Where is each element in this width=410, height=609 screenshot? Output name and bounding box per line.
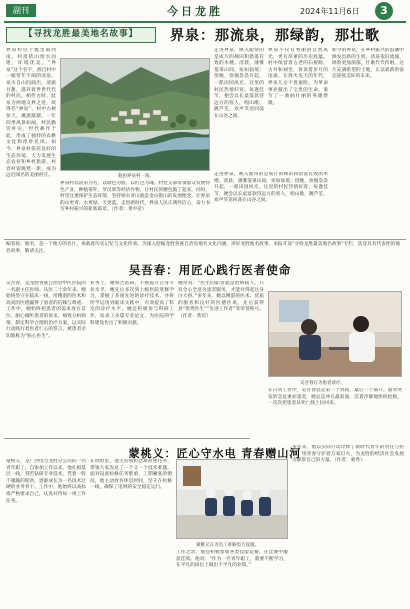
masthead-rule xyxy=(4,21,406,23)
story3-col3: 工作之余，他还积极参加各类技能竞赛，在比赛中屡获佳绩。他说：“作为一名青年职工，就要不断学习，在平凡的岗位上做出不平凡的业绩。” xyxy=(176,550,288,569)
section-divider xyxy=(4,438,250,439)
story1-col3: 界泉不仅有秀丽的自然风光，更有厚重的历史底蕴。村中保留着古老的石板路、古井和祠堂，诉说着岁月的沧桑。在烽火连天的年代，界泉儿女不畏艰险，为革命事业献出了宝贵的生命，谱写了一曲曲壮丽的英雄赞歌。 xyxy=(268,48,328,106)
column-banner: 【寻找龙胜最美地名故事】 xyxy=(6,27,156,43)
power-training-photo xyxy=(176,459,288,539)
story1-col6: 走进界泉，映入眼帘的是成片的梯田和错落有致的木楼。清晨，薄雾笼罩山间，宛如仙境；傍晚，炊烟袅袅升起，一派田园风光。这里的村民热情好客，每逢佳节，便会以长桌宴款待远方的客人，唱山歌、跳芦笙，欢声笑语回荡在山谷之间。 xyxy=(214,172,328,204)
story2-col4: 在日常工作中，吴吾春总是第一个到岗，最后一个离开。面对突发的急危重症患者，她总是冲在最前面，沉着冷静地组织抢救，一次次把患者从死亡线上拉回来。 xyxy=(268,388,402,407)
issue-date: 2024年11月6日 xyxy=(300,7,360,16)
photo2-caption: 吴吾春在为患者诊疗。 xyxy=(300,381,345,386)
section-tag: 副刊 xyxy=(6,4,36,17)
story2-headline: 吴吾春：用匠心践行医者使命 xyxy=(128,263,292,277)
page-number: 3 xyxy=(375,2,393,20)
story1-col4: 如今的界泉，在乡村振兴的浪潮中焕发出新的生机。清泉依旧流淌，绿韵更加浓郁，壮歌代代传唱。这片充满希望的土地，正以崭新的姿态迎接美好的未来。 xyxy=(332,48,404,80)
story2-col2: 业务上，她刻苦钻研，不断提升自身专业水平。她先后多次到上级医院进修学习，掌握了多项先进的诊疗技术，并将所学运用到临床实践中，有效提高了科室的诊疗水平。她还积极参与科研工作，发表了多篇专业论文，为医院的学科建设作出了积极贡献。 xyxy=(90,281,174,326)
editor-note: 编者按：地名，是一个地方的名片，承载着历史记忆与文化传承。为深入挖掘龙胜各族自治县地名文化内涵，讲好龙胜地名故事，本报开设“寻找龙胜最美地名故事”专栏，选登具有代表性的地名故事，敬请关注。 xyxy=(6,242,400,254)
story2-col3: 她常说：“医生的职责就是治病救人，只有全心全意为患者服务，才能对得起这身白大褂。”多年来，她以精湛的医术、优质的服务和良好的医德医风，先后获得县“优秀医生”“先进工作者”等荣誉称号。（作者：黄培） xyxy=(178,281,264,319)
story3-headline: 蒙桃义：匠心守水电 青春赠山河 xyxy=(128,447,302,460)
photo3-caption: 蒙桃义在为员工讲解电力设施。 xyxy=(196,543,259,548)
story3-col1: 蒙桃义，是广西电力龙胜分公司的一名青年职工。自参加工作以来，他扎根基层一线，刻苦钻研专业技术，凭着一股不服输的韧劲，逐渐成长为一名技术过硬的业务骨干。工作中，他始终以高标准严格要求自己，认真对待每一项工作任务。 xyxy=(6,459,86,504)
photo1-caption: 航拍界泉村一角。 xyxy=(118,174,154,179)
doctor-patient-photo xyxy=(268,291,402,377)
story1-col5: 界泉村以清泉为名，以绿色为底，以红色为魂。村党支部带领群众发展特色产业，种植茶叶、罗汉果等经济作物，让村民的腰包鼓了起来。同时，村里注重保护生态环境，坚持绿水青山就是金山银山的发展理念，让界泉的山更青、水更绿、天更蓝。走进新时代，界泉人民正满怀信心，奋力书写乡村振兴的崭新篇章。（作者：黄中帝） xyxy=(60,181,210,213)
paper-name: 今日龙胜 xyxy=(167,5,223,18)
story1-headline: 界泉：那流泉，那绿韵，那壮歌 xyxy=(170,28,380,44)
story1-col2: 走进界泉，映入眼帘的是成片的梯田和错落有致的木楼。清晨，薄雾笼罩山间，宛如仙境；傍晚，炊烟袅袅升起，一派田园风光。这里的村民热情好客，每逢佳节，便会以长桌宴款待远方的客人，唱山歌、跳芦笙，欢声笑语回荡在山谷之间。 xyxy=(214,48,264,119)
story1-col1: 界泉村位于瓢里镇西南，村落依山傍水而建，环境优美。“界泉”这个名字，源自村中一眼常年不竭的清泉。泉水自山间涌出，清澈甘甜，滋养着世世代代的村民。相传古时，此泉为两地交界之处，故得名“界泉”。村中古树参天，溪流潺潺，一年四季风景如画。村民勤劳朴实，世代耕作于此，形成了独特的农耕文化和淳朴民风。如今，界泉村依托良好的生态环境，大力发展生态农业和乡村旅游，村容村貌焕然一新，成为远近闻名的美丽村庄。 xyxy=(6,48,56,179)
story3-col2: 在班组里，他主动承担急难险重任务，带领大家攻克了一个又一个技术难题。面对设备检修任务繁重、工期紧张的情况，他主动放弃休息时间，坚守在检修一线，确保了电网的安全稳定运行。 xyxy=(90,459,172,491)
story3-col4: 多年来，他以实际行动诠释了新时代青年的责任与担当，用青春守护着万家灯火，为龙胜的经济社会发展贡献着自己的力量。（作者：蒙秀） xyxy=(292,445,404,464)
story2-col1: 吴吾春，是龙胜各族自治县中医医院的一名副主任医师。从医二十余年来，她始终坚守在临床一线，用精湛的医术和高尚的医德赢得了患者的信赖与尊重。工作中，她始终把患者的需求放在首位，耐心倾听患者的诉求，细致分析病情，制定科学合理的治疗方案，以实际行动践行着医者仁心的誓言，被患者亲切地称为“贴心医生”。 xyxy=(6,281,86,339)
section-divider xyxy=(4,239,406,240)
village-aerial-photo xyxy=(60,58,210,171)
